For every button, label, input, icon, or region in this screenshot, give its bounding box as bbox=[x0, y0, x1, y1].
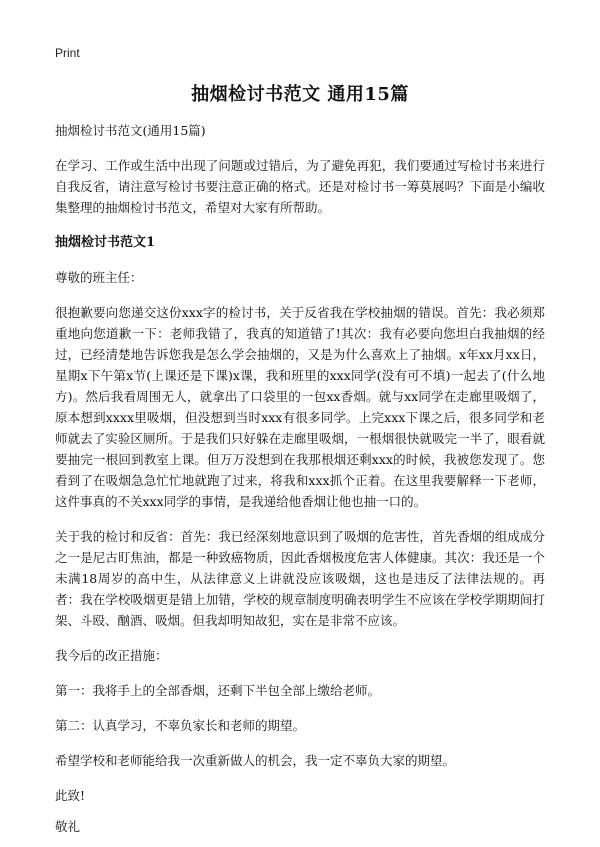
section-heading: 抽烟检讨书范文1 bbox=[55, 235, 156, 250]
body-paragraph-1: 很抱歉要向您递交这份xxx字的检讨书，关于反省我在学校抽烟的错误。首先：我必须郑重地向您道歉一下：老师我错了，我真的知道错了!其次：我有必要向您坦白我抽烟的经过，已经清楚地告诉您我是怎么学会抽烟的，又是为什么喜欢上了抽烟。x年xx月xx日，星期x下午第x节(上课还是下课)x课，我和班里的xxx同学(没有可不填)一起去了(什么地方)。然后我看周围无人，就拿出了口袋里的一包xx香烟。就与xx同学在走廊里吸烟了，原本想到xxxx里吸烟，但没想到当时xxx有很多同学。上完xxx下课之后，很多同学和老师就去了实验区厕所。于是我们只好躲在走廊里吸烟，一根烟很快就吸完一半了，眼看就要抽完一根回到教室上课。但万万没想到在我那根烟还剩xxx的时候，我被您发现了。您看到了在吸烟急急忙忙地就跑了过来，将我和xxx抓个正着。在这里我要解释一下老师，这件事真的不关xxx同学的事情，是我递给他香烟让他也抽一口的。 bbox=[55, 305, 545, 509]
body-paragraph-4: 第一：我将手上的全部香烟，还剩下半包全部上缴给老师。 bbox=[55, 683, 381, 698]
body-paragraph-3: 我今后的改正措施： bbox=[55, 648, 168, 663]
body-paragraph-5: 第二：认真学习，不辜负家长和老师的期望。 bbox=[55, 718, 306, 733]
body-paragraph-2: 关于我的检讨和反省：首先：我已经深刻地意识到了吸烟的危害性，首先香烟的组成成分之一是尼古盯焦油，都是一种致癌物质，因此香烟极度危害人体健康。其次：我还是一个未满18周岁的高中生，从法律意义上讲就没应该吸烟，这也是违反了法律法规的。再者：我在学校吸烟更是错上加错，学校的规章制度明确表明学生不应该在学校学期期间打架、斗殴、酗酒、吸烟。但我却明知故犯，实在是非常不应该。 bbox=[55, 529, 545, 628]
subtitle: 抽烟检讨书范文(通用15篇) bbox=[55, 123, 206, 138]
closing-line: 此致! bbox=[55, 788, 86, 803]
body-paragraph-6: 希望学校和老师能给我一次重新做人的机会，我一定不辜负大家的期望。 bbox=[55, 753, 456, 768]
intro-paragraph: 在学习、工作或生活中出现了问题或过错后，为了避免再犯，我们要通过写检讨书来进行自我反省，请注意写检讨书要注意正确的格式。还是对检讨书一筹莫展吗？下面是小编收集整理的抽烟检讨书范文，希望对大家有所帮助。 bbox=[55, 158, 545, 215]
salute-line: 敬礼 bbox=[55, 819, 81, 834]
print-link[interactable]: Print bbox=[55, 46, 80, 60]
page-title: 抽烟检讨书范文 通用15篇 bbox=[191, 84, 409, 105]
greeting: 尊敬的班主任： bbox=[55, 270, 143, 285]
document-body bbox=[55, 120, 545, 847]
